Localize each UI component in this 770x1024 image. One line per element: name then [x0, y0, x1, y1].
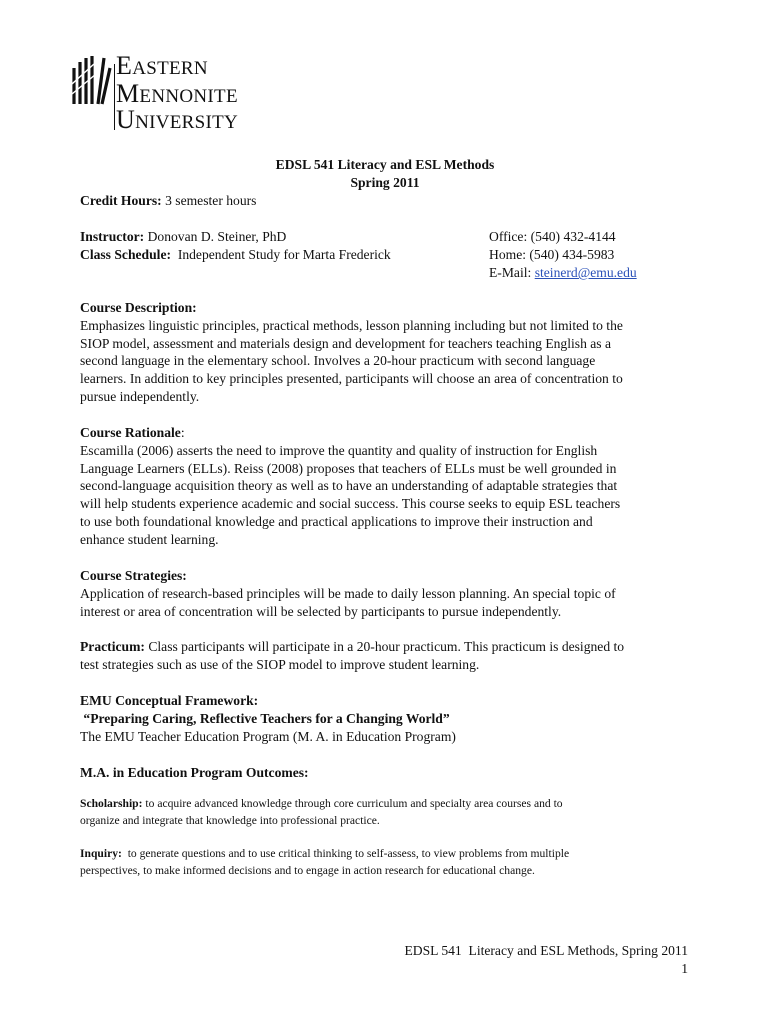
inquiry-line: perspectives, to make informed decisions and to engage in action research for educational change. [80, 863, 535, 877]
practicum-label: Practicum: [80, 639, 145, 654]
framework-program: The EMU Teacher Education Program (M. A. in Education Program) [80, 728, 456, 744]
rationale-line: enhance student learning. [80, 531, 219, 547]
practicum-section: Practicum: Class participants will participate in a 20-hour practicum. This practicum is designed to test strategies such as use of the SIOP model to improve student learning. [80, 638, 690, 674]
description-line: SIOP model, assessment and materials design and development for teachers teaching English as a [80, 335, 612, 351]
course-rationale-heading: Course Rationale [80, 425, 181, 440]
office-phone: Office: (540) 432-4144 [489, 229, 616, 244]
credit-hours: Credit Hours: 3 semester hours [80, 193, 257, 208]
university-seal-icon [72, 54, 112, 106]
scholarship-label: Scholarship: [80, 797, 143, 810]
course-description-heading: Course Description: [80, 300, 197, 315]
logo-line-university: UNIVERSITY [116, 105, 239, 134]
page-footer: EDSL 541 Literacy and ESL Methods, Spring 2011 [404, 943, 688, 958]
course-strategies-heading: Course Strategies: [80, 568, 187, 583]
class-schedule: Class Schedule: Independent Study for Marta Frederick [80, 247, 391, 262]
strategies-line: interest or area of concentration will be selected by participants to pursue independently. [80, 603, 562, 619]
home-phone: Home: (540) 434-5983 [489, 247, 615, 262]
logo-line-mennonite: MENNONITE [116, 79, 238, 108]
course-strategies-section [80, 567, 690, 620]
rationale-line: second-language acquisition theory as well as to have an understanding of adaptable strategies that [80, 478, 618, 494]
practicum-line: test strategies such as use of the SIOP model to improve student learning. [80, 656, 480, 672]
rationale-line: Language Learners (ELLs). Reiss (2008) proposes that teachers of ELLs must be well grounded in [80, 460, 617, 476]
rationale-line: will help students experience academic and social success. This course seeks to equip ESL teachers [80, 496, 621, 512]
framework-heading: EMU Conceptual Framework: [80, 693, 259, 708]
framework-motto: “Preparing Caring, Reflective Teachers for a Changing World” [80, 710, 450, 726]
strategies-line: Application of research-based principles will be made to daily lesson planning. An special topic of [80, 585, 616, 601]
description-line: learners. In addition to key principles presented, participants will choose an area of concentration to [80, 371, 623, 387]
inquiry-outcome: Inquiry: to generate questions and to use critical thinking to self-assess, to view problems from multiple perspectives, to make informed decisions and to engage in action research for educational change. [80, 846, 690, 879]
instructor: Instructor: Donovan D. Steiner, PhD [80, 229, 287, 244]
inquiry-label: Inquiry: [80, 847, 122, 860]
logo-line-eastern: EASTERN [116, 51, 208, 80]
course-description-section [80, 299, 690, 406]
outcomes-heading: M.A. in Education Program Outcomes: [80, 765, 309, 780]
email-link[interactable]: steinerd@emu.edu [534, 265, 637, 280]
email-line: E-Mail: steinerd@emu.edu [489, 265, 637, 280]
university-logo [72, 46, 272, 132]
framework-section [80, 692, 690, 745]
rationale-line: to use both foundational knowledge and practical applications to improve their instruction and [80, 513, 593, 529]
scholarship-outcome: Scholarship: to acquire advanced knowledge through core curriculum and specialty area courses and to organize and integrate that knowledge into professional practice. [80, 796, 690, 829]
course-rationale-section: Course Rationale: Escamilla (2006) asserts the need to improve the quantity and quality of instruction for English Language Learners (ELLs). Reiss (2008) proposes that teachers of ELLs must be well grounded in second-language acquisition theory as well as to have an understanding of adaptable strategies that will help students experience academic and social success. This course seeks to equip ESL teachers to use both foundational knowledge and practical applications to improve their instruction and enhance student learning. [80, 424, 690, 549]
course-term: Spring 2011 [350, 175, 420, 190]
description-line: pursue independently. [80, 388, 200, 404]
description-line: Emphasizes linguistic principles, practical methods, lesson planning including but not limited to the [80, 317, 623, 333]
scholarship-line: organize and integrate that knowledge into professional practice. [80, 813, 380, 827]
description-line: second language in the elementary school. Involves a 20-hour practicum with second language [80, 353, 596, 369]
page-number: 1 [681, 961, 688, 976]
course-title: EDSL 541 Literacy and ESL Methods [275, 157, 495, 172]
logo-divider [114, 64, 115, 130]
rationale-line: Escamilla (2006) asserts the need to improve the quantity and quality of instruction for English [80, 442, 598, 458]
